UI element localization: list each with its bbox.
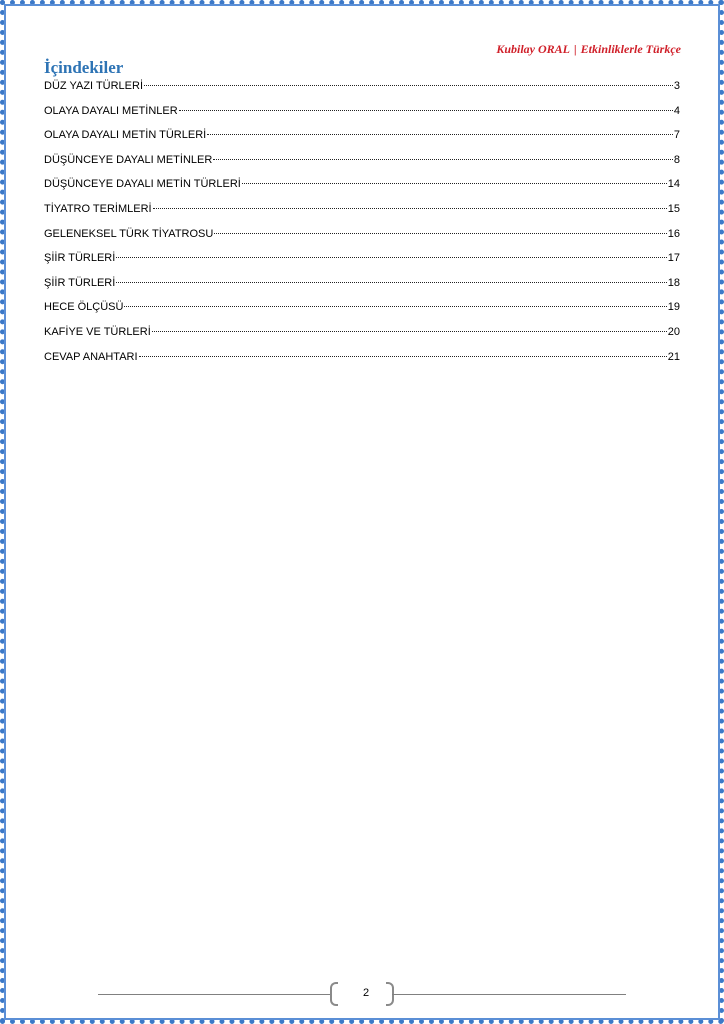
toc-entry-page: 15	[667, 202, 680, 215]
dot-leader	[116, 282, 666, 283]
toc-entry-label: CEVAP ANAHTARI	[44, 350, 138, 363]
toc-title: İçindekiler	[44, 58, 124, 77]
toc-entry-page: 21	[667, 350, 680, 363]
toc-entry-label: DÜŞÜNCEYE DAYALI METİN TÜRLERİ	[44, 178, 241, 191]
toc-entry-page: 7	[673, 129, 680, 142]
toc-entry-duz-yazi-turleri[interactable]	[44, 80, 680, 105]
table-of-contents	[44, 80, 680, 375]
header-author: Kubilay ORAL	[496, 42, 570, 56]
toc-entry-siir-turleri-2[interactable]	[44, 277, 680, 302]
toc-entry-tiyatro-terimleri[interactable]	[44, 203, 680, 228]
toc-entry-dusunceye-dayali-metinler[interactable]	[44, 154, 680, 179]
toc-entry-olaya-dayali-metinler[interactable]	[44, 105, 680, 130]
toc-entry-hece-olcusu[interactable]	[44, 301, 680, 326]
header-book-title: Etkinliklerle Türkçe	[580, 42, 681, 56]
running-header	[496, 42, 681, 57]
dot-leader	[214, 233, 666, 234]
dot-leader	[213, 159, 673, 160]
toc-entry-label: DÜZ YAZI TÜRLERİ	[44, 80, 144, 92]
dot-leader	[152, 331, 667, 332]
dot-leader	[207, 134, 673, 135]
footer-rule-right	[392, 994, 626, 995]
dot-leader	[153, 208, 667, 209]
dot-leader	[139, 356, 667, 357]
toc-entry-siir-turleri-1[interactable]	[44, 252, 680, 277]
toc-entry-label: GELENEKSEL TÜRK TİYATROSU	[44, 227, 214, 240]
dot-leader	[124, 306, 666, 307]
toc-entry-page: 8	[673, 153, 680, 166]
dot-leader	[179, 110, 673, 111]
page-number: 2	[362, 987, 370, 999]
toc-entry-page: 19	[667, 301, 680, 314]
toc-entry-page: 16	[667, 227, 680, 240]
toc-entry-olaya-dayali-metin-turleri[interactable]	[44, 129, 680, 154]
dot-leader	[144, 85, 673, 86]
toc-entry-geleneksel-turk-tiyatrosu[interactable]	[44, 228, 680, 253]
toc-entry-page: 3	[673, 80, 680, 92]
toc-entry-page: 4	[673, 104, 680, 117]
toc-entry-page: 20	[667, 325, 680, 338]
toc-entry-label: KAFİYE VE TÜRLERİ	[44, 325, 151, 338]
toc-entry-kafiye-ve-turleri[interactable]	[44, 326, 680, 351]
page-footer	[98, 982, 626, 1008]
toc-entry-dusunceye-dayali-metin-turleri[interactable]	[44, 178, 680, 203]
left-bracket-icon	[330, 982, 338, 1006]
dot-leader	[242, 183, 667, 184]
toc-entry-label: OLAYA DAYALI METİN TÜRLERİ	[44, 129, 207, 142]
toc-entry-page: 18	[667, 276, 680, 289]
toc-entry-label: OLAYA DAYALI METİNLER	[44, 104, 178, 117]
footer-rule-left	[98, 994, 330, 995]
header-separator: |	[574, 42, 577, 56]
toc-entry-page: 17	[667, 252, 680, 265]
toc-entry-cevap-anahtari[interactable]	[44, 351, 680, 376]
toc-entry-label: DÜŞÜNCEYE DAYALI METİNLER	[44, 153, 213, 166]
toc-entry-page: 14	[667, 178, 680, 191]
dot-leader	[116, 257, 666, 258]
toc-entry-label: HECE ÖLÇÜSÜ	[44, 301, 124, 314]
toc-entry-label: ŞİİR TÜRLERİ	[44, 276, 116, 289]
toc-entry-label: TİYATRO TERİMLERİ	[44, 202, 152, 215]
toc-entry-label: ŞİİR TÜRLERİ	[44, 252, 116, 265]
